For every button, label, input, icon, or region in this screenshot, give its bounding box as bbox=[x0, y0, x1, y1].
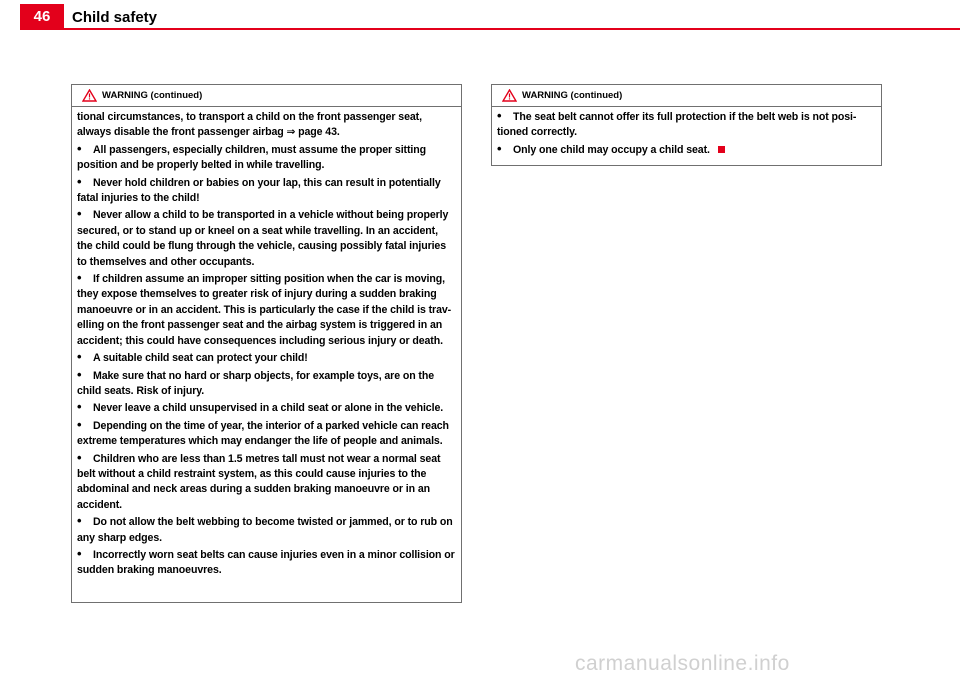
bullet-icon: • bbox=[77, 366, 82, 382]
warning-item bbox=[77, 401, 456, 416]
warning-item bbox=[77, 515, 456, 546]
bullet-icon: • bbox=[497, 108, 502, 123]
bullet-icon: • bbox=[77, 206, 82, 222]
warning-triangle-icon bbox=[82, 89, 97, 102]
warning-header bbox=[72, 85, 461, 107]
warning-item bbox=[77, 208, 456, 270]
warning-triangle-icon bbox=[502, 89, 517, 102]
watermark: carmanualsonline.info bbox=[575, 652, 790, 675]
warning-item-text: Children who are less than 1.5 metres tall must not wear a normal seat belt without a child restraint system, as this could cause injuries to the abdominal and neck areas during a sudden braking manoeuvre or in an accident. bbox=[77, 452, 441, 511]
warning-item-text: A suitable child seat can protect your child! bbox=[93, 352, 308, 365]
warning-item bbox=[77, 351, 456, 366]
warning-item bbox=[77, 173, 456, 207]
bullet-icon: • bbox=[77, 270, 82, 286]
warning-item bbox=[77, 140, 456, 174]
end-square-icon bbox=[718, 146, 725, 153]
header-rule bbox=[20, 28, 960, 30]
warning-box-right bbox=[491, 84, 882, 166]
warning-item-text: Never hold children or babies on your lap, this can result in potentially fatal injuries to the child! bbox=[77, 176, 441, 205]
bullet-icon: • bbox=[77, 173, 82, 189]
warning-body bbox=[492, 107, 881, 158]
warning-item-text: Make sure that no hard or sharp objects, for example toys, are on the child seats. Risk of injury. bbox=[77, 369, 435, 397]
warning-intro: tional circumstances, to transport a child on the front passenger seat, always disable the front passenger airbag ⇒ page 43. bbox=[77, 111, 422, 139]
warning-box-left bbox=[71, 84, 462, 603]
bullet-icon: • bbox=[77, 449, 82, 465]
warning-item-text: If children assume an improper sitting position when the car is moving, they expose themselves to greater risk of injury during a sudden braking manoeuvre or in an accident. This is particularly the case if the child is trav-elling on the front passenger seat and the airbag system is triggered in an accident; this could have consequences including serious injury or death. bbox=[77, 273, 452, 347]
warning-label: WARNING (continued) bbox=[102, 90, 203, 101]
warning-header bbox=[492, 85, 881, 107]
bullet-icon: • bbox=[77, 399, 82, 415]
bullet-icon: • bbox=[77, 545, 82, 561]
page-title: Child safety bbox=[72, 9, 158, 26]
warning-item bbox=[77, 416, 456, 450]
warning-item bbox=[77, 272, 456, 349]
warning-label: WARNING (continued) bbox=[522, 90, 623, 101]
warning-body bbox=[72, 107, 461, 579]
page-number: 46 bbox=[20, 4, 64, 29]
bullet-icon: • bbox=[77, 140, 82, 156]
bullet-icon: • bbox=[497, 140, 502, 156]
warning-item-text: Incorrectly worn seat belts can cause injuries even in a minor collision or sudden braking manoeuvres. bbox=[77, 548, 455, 577]
warning-item-text: Do not allow the belt webbing to become twisted or jammed, or to rub on any sharp edges. bbox=[77, 516, 453, 544]
warning-item bbox=[77, 449, 456, 514]
warning-item bbox=[77, 366, 456, 400]
warning-item-text: The seat belt cannot offer its full protection if the belt web is not posi-tioned correctly. bbox=[497, 111, 857, 139]
warning-item-text: Only one child may occupy a child seat. bbox=[513, 143, 710, 156]
warning-item bbox=[497, 140, 876, 158]
bullet-icon: • bbox=[77, 349, 82, 365]
bullet-icon: • bbox=[77, 416, 82, 432]
warning-item bbox=[77, 545, 456, 579]
page-header bbox=[0, 0, 960, 31]
warning-item-text: Never leave a child unsupervised in a child seat or alone in the vehicle. bbox=[93, 402, 444, 415]
warning-item bbox=[497, 110, 876, 141]
warning-item-text: Never allow a child to be transported in a vehicle without being properly secured, or to stand up or kneel on a seat while travelling. In an accident, the child could be flung through the vehicle, causing possibly fatal injuries to themselves and other occupants. bbox=[77, 209, 449, 268]
warning-item-text: Depending on the time of year, the interior of a parked vehicle can reach extreme temperatures which may endanger the life of people and animals. bbox=[77, 419, 449, 448]
bullet-icon: • bbox=[77, 513, 82, 529]
warning-item-text: All passengers, especially children, must assume the proper sitting position and be properly belted in while travelling. bbox=[77, 143, 426, 172]
